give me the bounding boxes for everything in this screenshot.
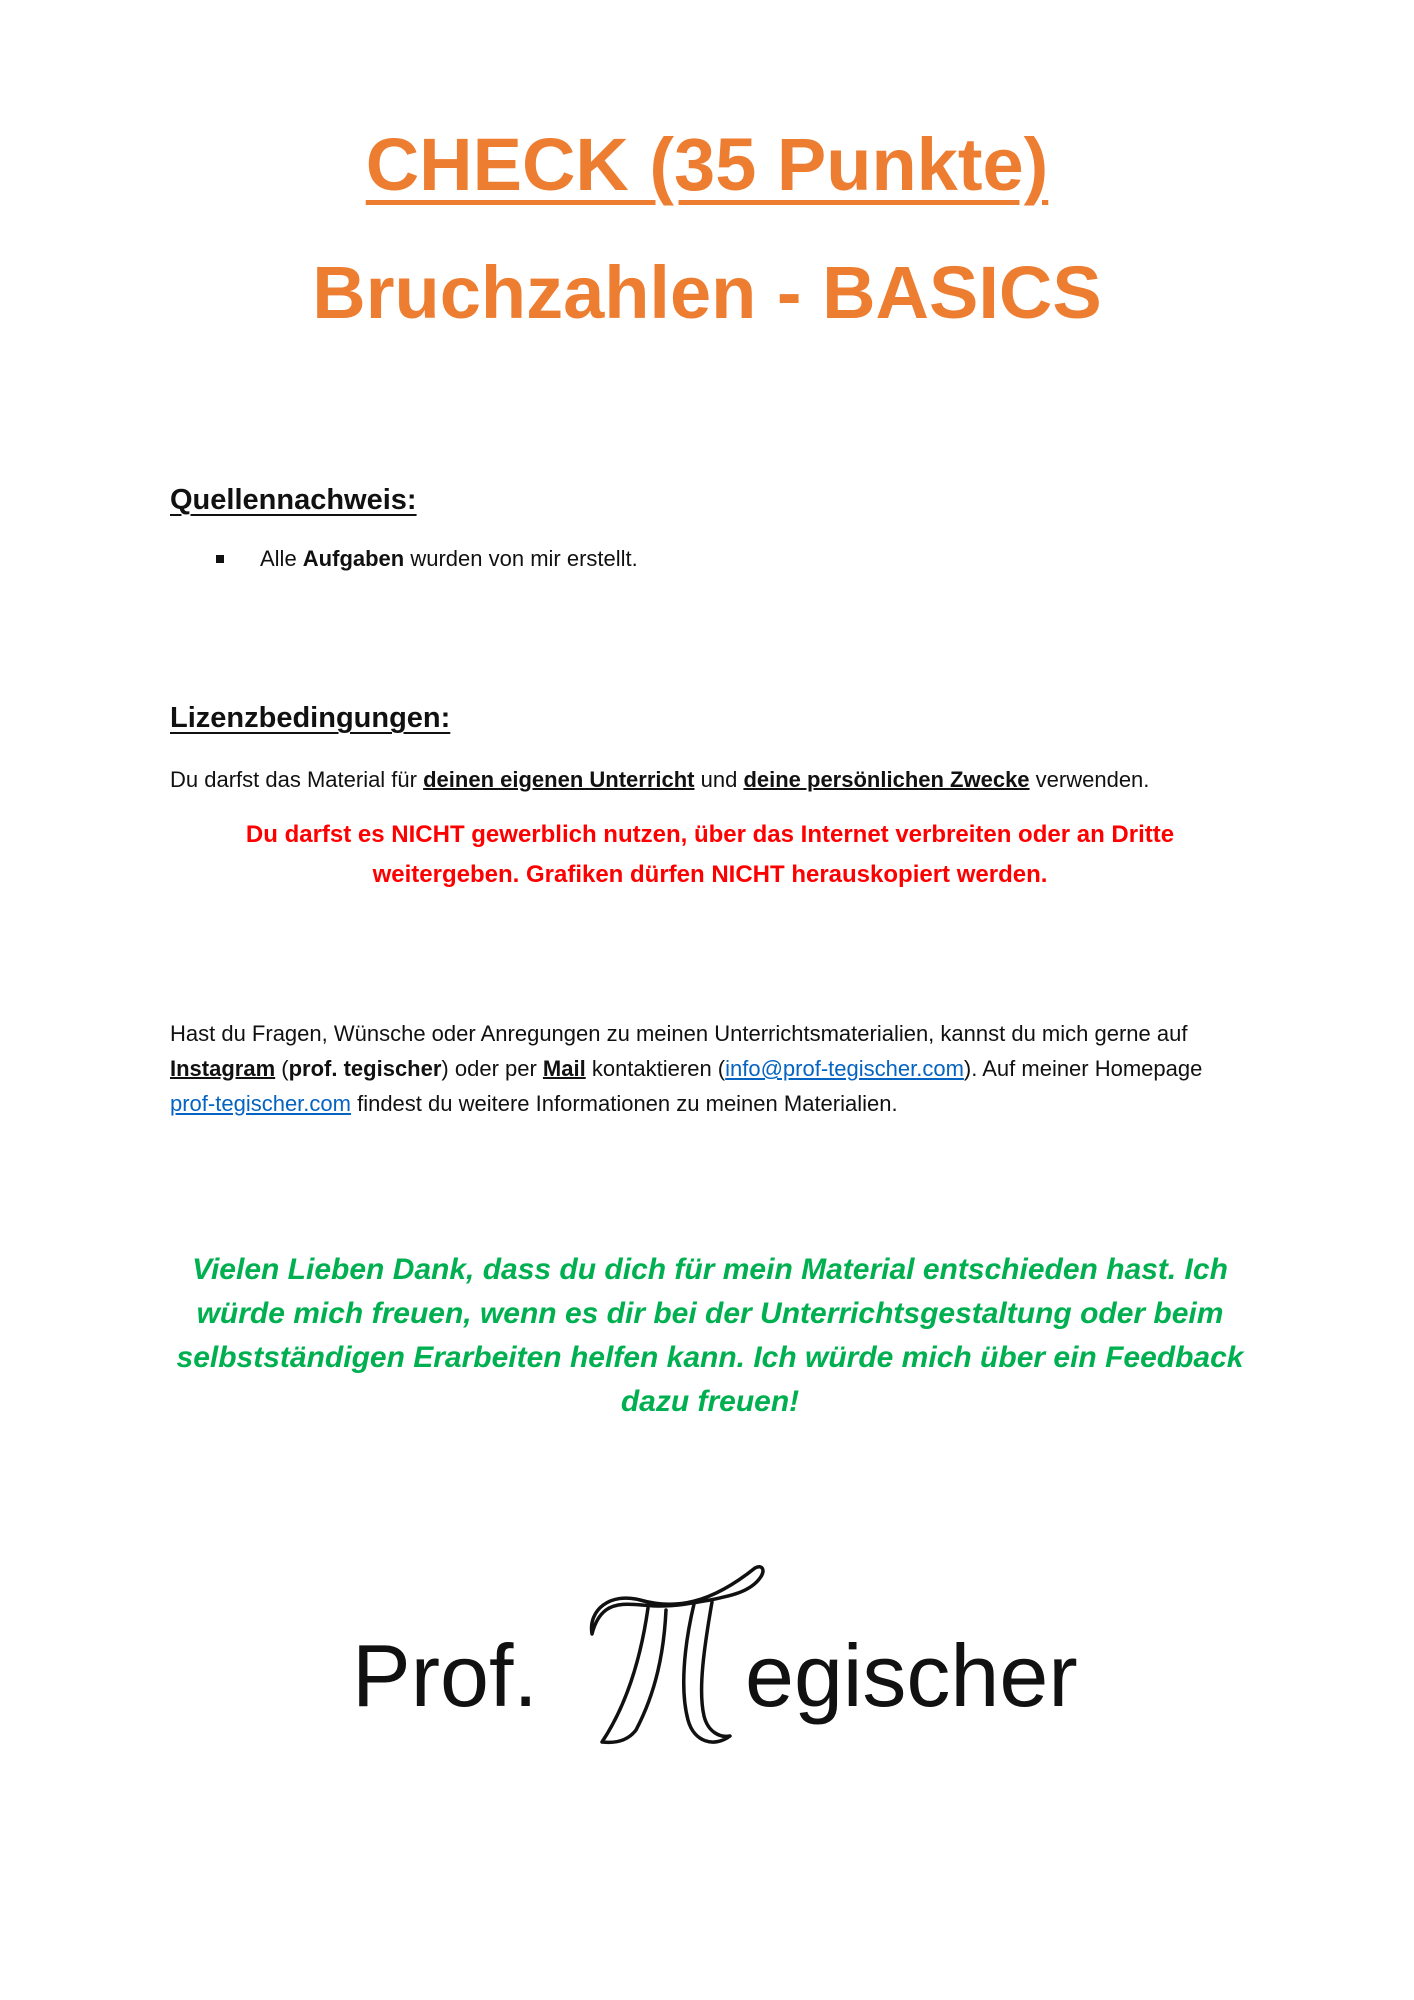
sources-item-prefix: Alle [260,546,303,571]
logo-prefix: Prof. [352,1626,538,1725]
page-title: CHECK (35 Punkte) [365,123,1049,206]
license-text-part: verwenden. [1029,767,1150,792]
sources-list [216,546,638,572]
mail-label: Mail [542,1056,586,1081]
page-subtitle: Bruchzahlen - BASICS [312,251,1102,334]
license-text [170,762,1250,797]
contact-text-part: kontaktieren ( [585,1056,726,1081]
contact-text-part: ( [275,1056,289,1081]
sources-item-bold: Aufgaben [302,546,405,571]
contact-text-part: findest du weitere Informationen zu meinen Materialien. [350,1091,898,1116]
license-personal-purposes: deine persönlichen Zwecke [743,767,1030,792]
sources-item-suffix: wurden von mir erstellt. [404,546,638,571]
sources-item-text [260,546,638,572]
pi-t-icon [580,1560,770,1750]
contact-text-part: ) oder per [441,1056,543,1081]
license-heading: Lizenzbedingungen: [170,702,451,734]
license-text-part: Du darfst das Material für [170,767,424,792]
license-own-teaching: deinen eigenen Unterricht [423,767,695,792]
license-warning: Du darfst es NICHT gewerblich nutzen, über das Internet verbreiten oder an Dritte weitergeben. Grafiken dürfen NICHT herauskopiert werden. [245,821,1175,888]
email-link[interactable]: info@prof-tegischer.com [725,1056,964,1081]
sources-heading: Quellennachweis: [170,484,417,516]
contact-text-part: ). Auf meiner Homepage [963,1056,1203,1081]
instagram-label: Instagram [170,1056,276,1081]
instagram-handle: prof. tegischer [288,1056,442,1081]
list-item [216,546,638,572]
contact-text [170,1016,1250,1121]
homepage-link[interactable]: prof-tegischer.com [170,1091,351,1116]
license-text-part: und [694,767,744,792]
brand-logo [350,1560,1078,1760]
thanks-message: Vielen Lieben Dank, dass du dich für mein Material entschieden hast. Ich würde mich freuen, wenn es dir bei der Unterrichtsgestaltung oder beim selbstständigen Erarbeiten helfen kann. Ich würde mich über ein Feedback dazu freuen! [176,1253,1244,1418]
logo-suffix: egischer [745,1626,1078,1725]
contact-text-part: Hast du Fragen, Wünsche oder Anregungen zu meinen Unterrichtsmaterialien, kannst du mich gerne auf [170,1021,1188,1046]
square-bullet-icon [216,555,224,563]
